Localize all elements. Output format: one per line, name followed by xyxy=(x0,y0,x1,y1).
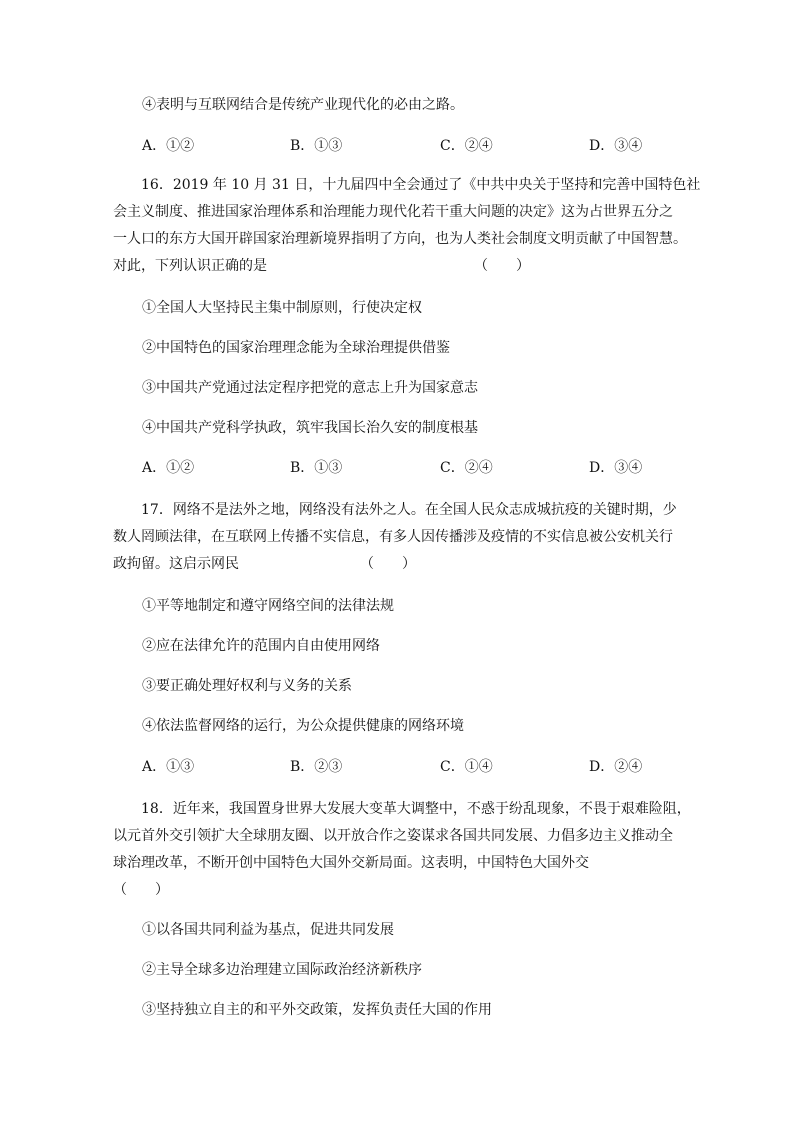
q18-answer-blank: （ ） xyxy=(113,882,169,898)
q15-choice-c: C．②④ xyxy=(440,138,493,154)
q16-stem-line-2: 会主义制度、推进国家治理体系和治理能力现代化若干重大问题的决定》这为占世界五分之 xyxy=(113,204,673,220)
q16-answer-blank: （ ） xyxy=(474,258,530,274)
q16-answer-choices xyxy=(142,459,682,477)
q16-option-item-1: ①全国人大坚持民主集中制原则，行使决定权 xyxy=(142,300,422,316)
q16-option-item-3: ③中国共产党通过法定程序把党的意志上升为国家意志 xyxy=(142,380,478,396)
q18-option-item-2: ②主导全球多边治理建立国际政治经济新秩序 xyxy=(142,962,422,978)
q18-option-item-3: ③坚持独立自主的和平外交政策，发挥负责任大国的作用 xyxy=(142,1002,492,1018)
q17-stem-line-3: 政拘留。这启示网民 xyxy=(113,556,239,572)
q17-choice-b: B．②③ xyxy=(290,759,343,775)
q16-option-item-2: ②中国特色的国家治理理念能为全球治理提供借鉴 xyxy=(142,340,450,356)
q16-stem-line-3: 一人口的东方大国开辟国家治理新境界指明了方向，也为人类社会制度文明贡献了中国智慧。 xyxy=(113,231,687,247)
q16-choice-b: B．①③ xyxy=(290,460,343,476)
q15-answer-choices xyxy=(142,137,682,155)
q18-stem-line-1: 18．近年来，我国置身世界大发展大变革大调整中，不惑于纷乱现象，不畏于艰难险阻， xyxy=(141,801,691,817)
q17-choice-c: C．①④ xyxy=(440,759,493,775)
q17-option-item-3: ③要正确处理好权利与义务的关系 xyxy=(142,678,352,694)
q17-option-item-2: ②应在法律允许的范围内自由使用网络 xyxy=(142,638,380,654)
q17-stem-line-2: 数人罔顾法律，在互联网上传播不实信息，有多人因传播涉及疫情的不实信息被公安机关行 xyxy=(113,529,673,545)
q18-option-item-1: ①以各国共同利益为基点，促进共同发展 xyxy=(142,922,394,938)
q17-stem-line-1: 17．网络不是法外之地，网络没有法外之人。在全国人民众志成城抗疫的关键时期，少 xyxy=(141,502,677,518)
q16-choice-a: A．①② xyxy=(142,460,195,476)
q15-choice-a: A．①② xyxy=(142,138,195,154)
q16-option-item-4: ④中国共产党科学执政，筑牢我国长治久安的制度根基 xyxy=(142,420,478,436)
q18-stem-line-3: 球治理改革，不断开创中国特色大国外交新局面。这表明，中国特色大国外交 xyxy=(113,855,589,871)
q17-choice-d: D．②④ xyxy=(589,759,643,775)
q17-option-item-1: ①平等地制定和遵守网络空间的法律法规 xyxy=(142,598,394,614)
q16-choice-c: C．②④ xyxy=(440,460,493,476)
q17-answer-choices xyxy=(142,758,682,776)
q16-stem-line-1: 16．2019 年 10 月 31 日，十九届四中全会通过了《中共中央关于坚持和完善中国特色社 xyxy=(141,177,701,193)
q15-option-item-4: ④表明与互联网结合是传统产业现代化的必由之路。 xyxy=(142,97,464,113)
q16-choice-d: D．③④ xyxy=(589,460,643,476)
q15-choice-b: B．①③ xyxy=(290,138,343,154)
q17-choice-a: A．①③ xyxy=(142,759,195,775)
q18-stem-line-2: 以元首外交引领扩大全球朋友圈、以开放合作之姿谋求各国共同发展、力倡多边主义推动全 xyxy=(113,828,673,844)
q17-answer-blank: （ ） xyxy=(360,556,416,572)
q17-option-item-4: ④依法监督网络的运行，为公众提供健康的网络环境 xyxy=(142,718,464,734)
q15-choice-d: D．③④ xyxy=(589,138,643,154)
q16-stem-line-4: 对此，下列认识正确的是 xyxy=(113,258,267,274)
